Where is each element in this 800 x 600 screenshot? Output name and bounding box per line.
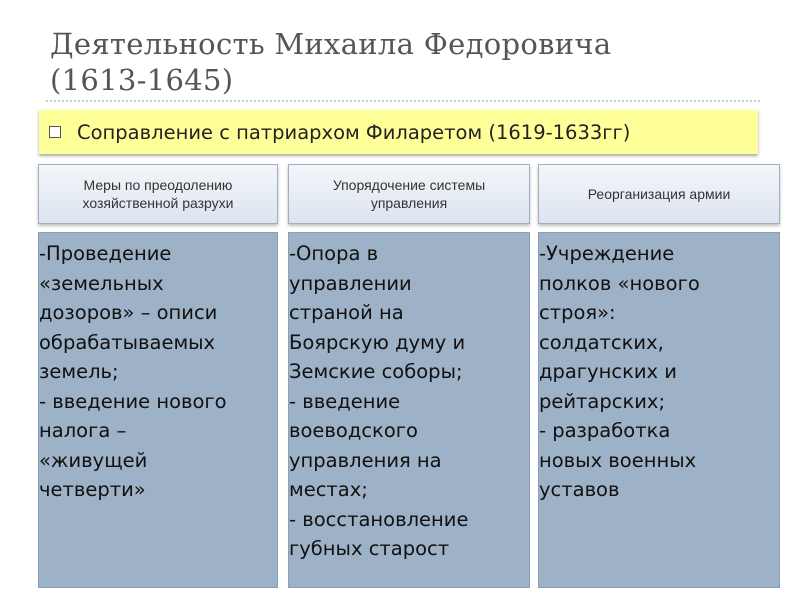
list-item: -Опора в: [289, 242, 379, 265]
list-item: управлении: [289, 271, 412, 295]
list-item: -Учреждение: [539, 242, 675, 265]
list-item: страной на: [289, 301, 404, 324]
column-body-government: [288, 232, 530, 588]
list-item: драгунских и: [539, 360, 677, 383]
square-bullet-icon: [49, 126, 61, 138]
list-item: воеводского: [289, 419, 418, 442]
column-header-government: [288, 164, 530, 224]
list-item: - введение нового: [39, 389, 227, 413]
list-item: солдатских,: [539, 330, 664, 354]
column-header-line: Упорядочение системы: [332, 177, 486, 193]
list-item: управления на: [289, 448, 442, 472]
list-item: земель;: [39, 360, 119, 383]
subtitle-text: Соправление с патриархом Филаретом (1619-1633гг): [77, 120, 631, 144]
list-item: - разработка: [539, 419, 671, 442]
column-body-army: [538, 232, 780, 588]
list-item: Земские соборы;: [289, 360, 463, 383]
column-header-army: [538, 164, 780, 224]
column-body-economy: [38, 232, 278, 588]
list-item: новых военных: [539, 448, 697, 472]
list-item: «земельных: [39, 271, 164, 295]
list-item: уставов: [539, 478, 620, 501]
list-item: рейтарских;: [539, 389, 666, 413]
list-item: - восстановление: [289, 507, 469, 531]
column-header-economy: [38, 164, 278, 224]
list-item: дозоров» – описи: [39, 301, 218, 324]
list-item: губных старост: [289, 537, 450, 560]
column-header-line: Реорганизация армии: [587, 186, 731, 202]
subtitle-banner: [39, 110, 758, 154]
list-item: местах;: [289, 478, 368, 501]
list-item: полков «нового: [539, 271, 700, 295]
list-item: «живущей: [39, 448, 148, 472]
list-item: обрабатываемых: [39, 330, 216, 354]
column-header-line: управления: [370, 195, 448, 211]
list-item: четверти»: [39, 478, 146, 501]
list-item: налога –: [39, 419, 127, 442]
list-item: строя»:: [539, 301, 616, 324]
list-item: - введение: [289, 389, 401, 413]
page-title-line-1: Деятельность Михаила Федоровича: [50, 27, 612, 61]
column-header-line: хозяйственной разрухи: [82, 195, 234, 211]
page-title-line-2: (1613-1645): [50, 63, 234, 97]
title-divider: [46, 100, 760, 102]
column-header-line: Меры по преодолению: [83, 177, 233, 193]
list-item: -Проведение: [39, 242, 172, 265]
page-title: [50, 26, 770, 98]
list-item: Боярскую думу и: [289, 330, 466, 354]
